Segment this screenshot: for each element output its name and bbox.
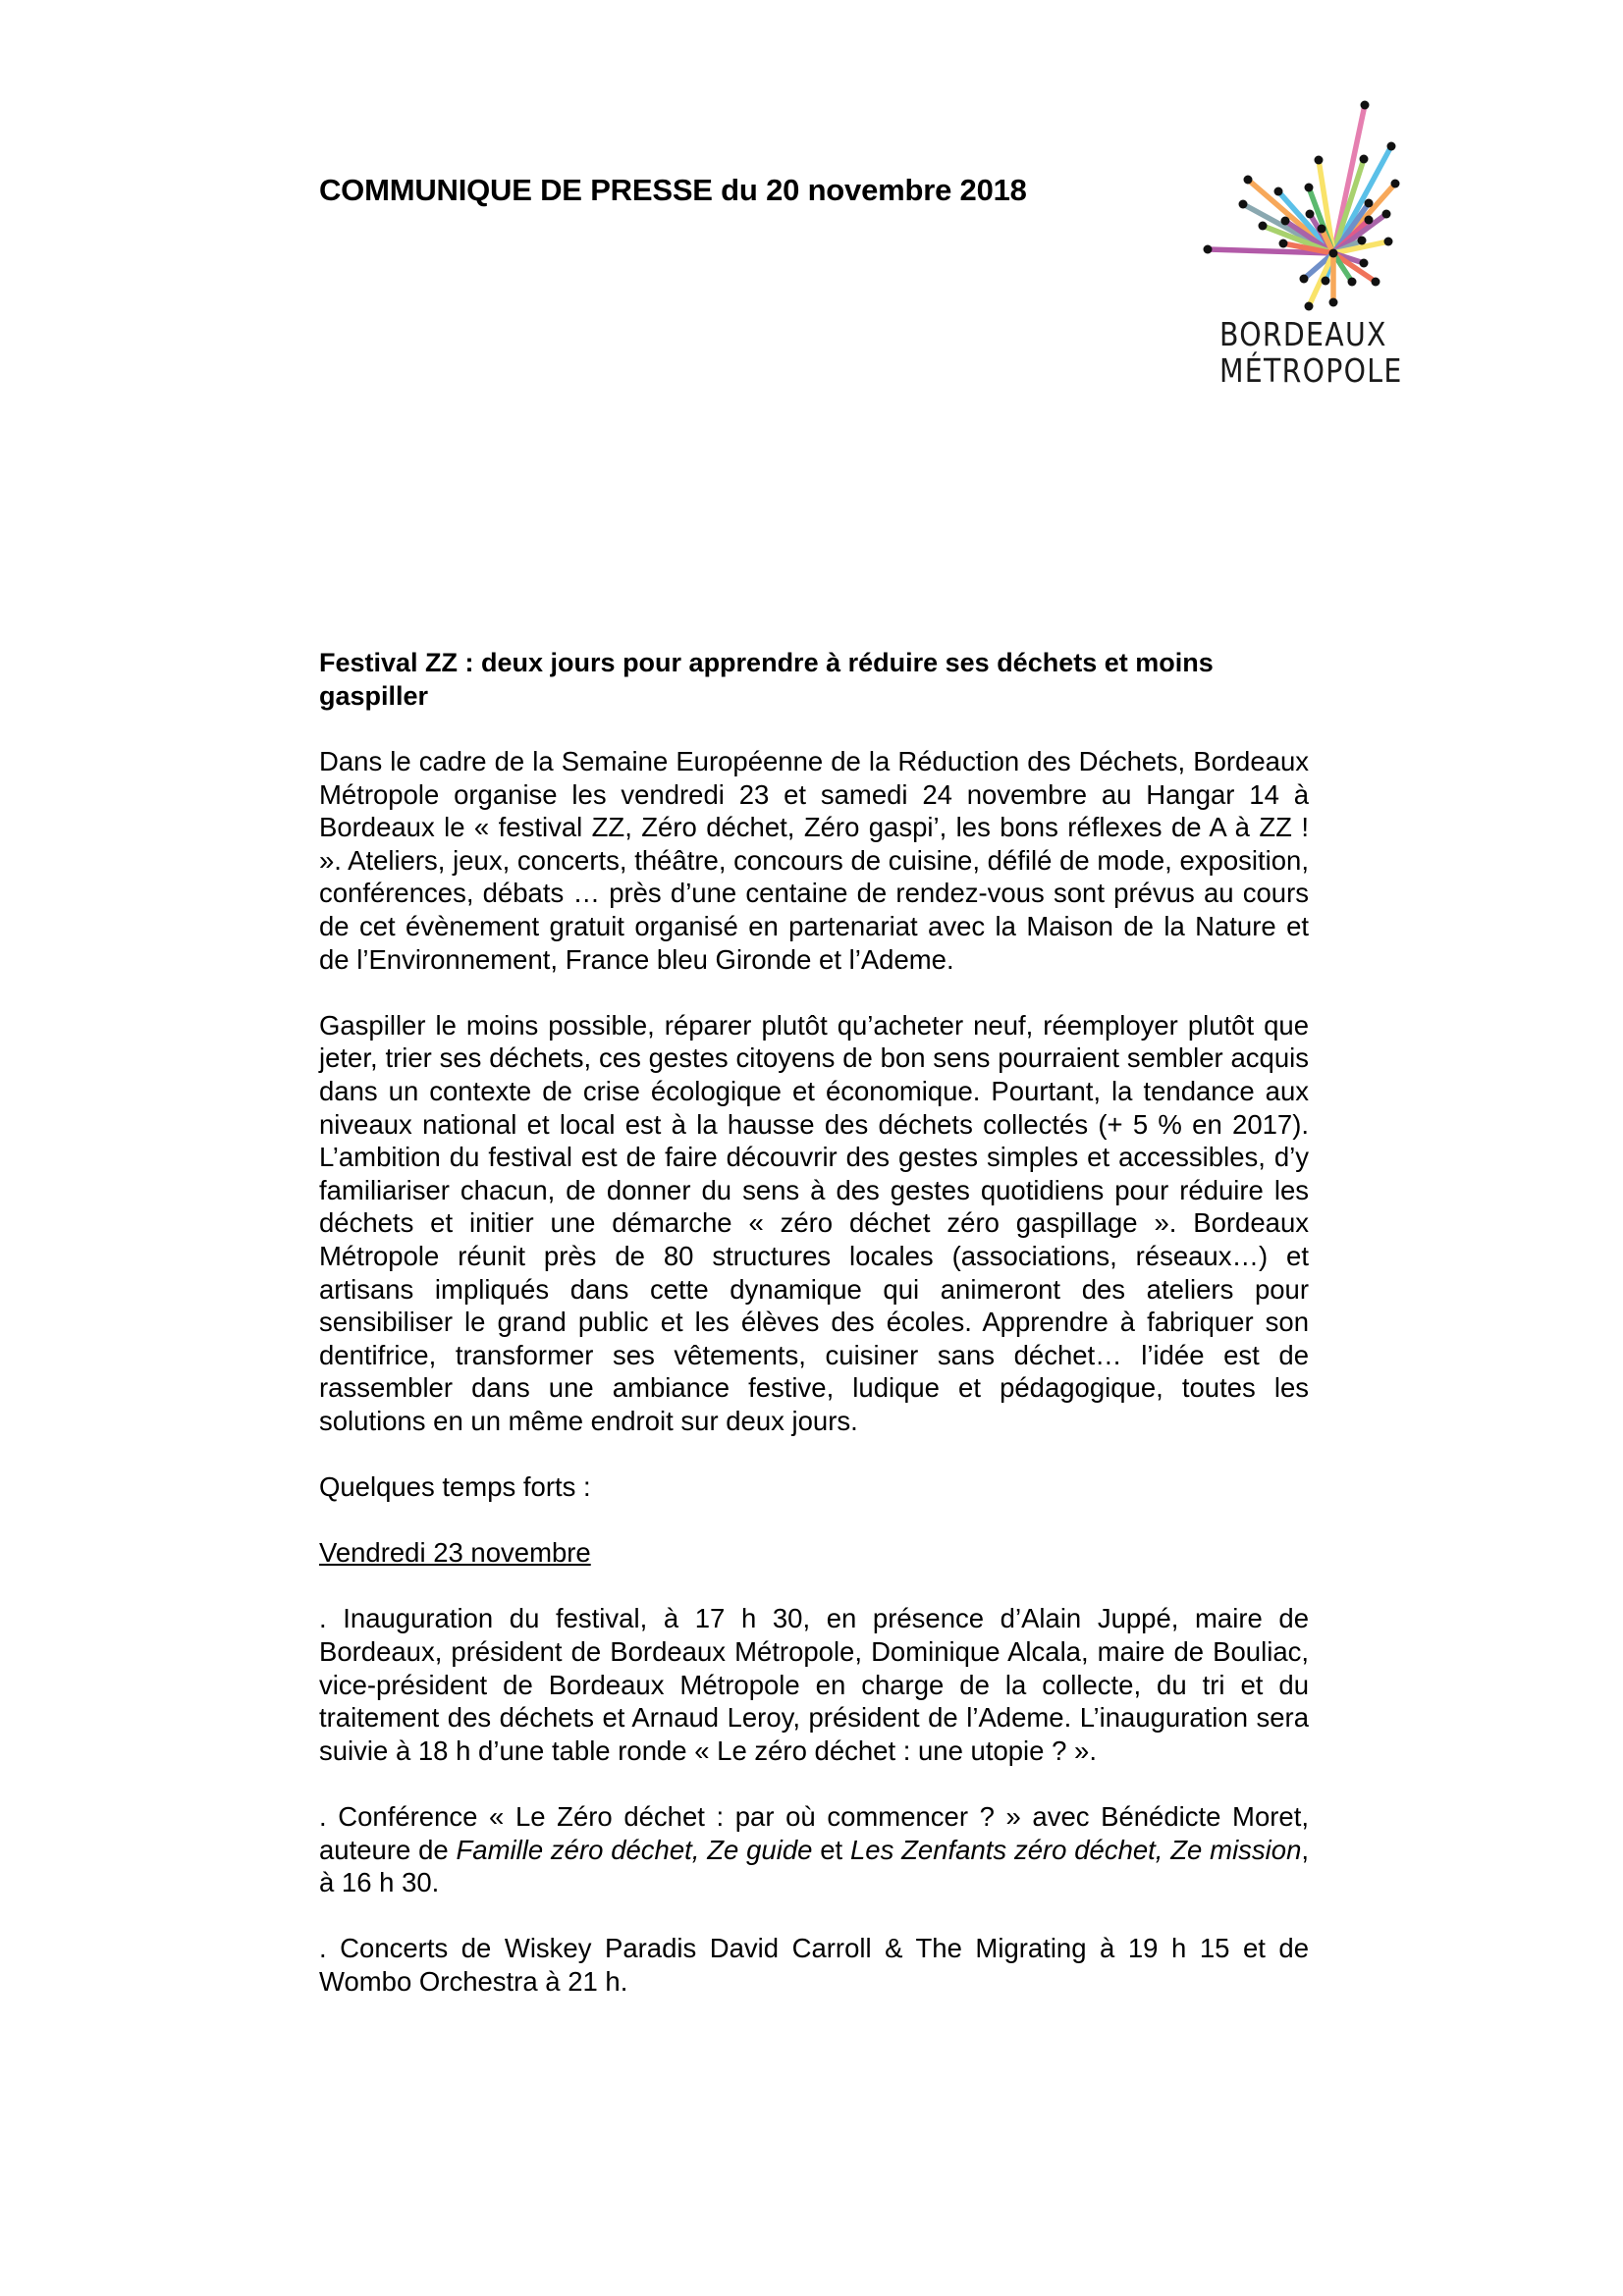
conference-suffix: , à 16 h 30. (319, 1834, 1310, 1898)
conference-between: et (812, 1834, 850, 1865)
book-title-famille: Famille zéro déchet, Ze guide (456, 1834, 813, 1865)
starburst-logo-icon (1188, 88, 1443, 324)
bordeaux-metropole-logo (1188, 88, 1443, 402)
logo-line-2: MÉTROPOLE (1219, 351, 1403, 390)
logo-line-1: BORDEAUX (1219, 315, 1387, 353)
intro-paragraph: Dans le cadre de la Semaine Européenne de la Réduction des Déchets, Bordeaux Métropole organise les vendredi 23 et samedi 24 novembre au Hangar 14 à Bordeaux le « festival ZZ, Zéro déchet, Zéro gaspi’, les bons réflexes de A à ZZ ! ». Ateliers, jeux, concerts, théâtre, concours de cuisine, défilé de mode, exposition, conférences, débats … près d’une centaine de rendez-vous sont prévus au cours de cet évènement gratuit organisé en partenariat avec la Maison de la Nature et de l’Environnement, France bleu Gironde et l’Ademe. (319, 746, 1309, 975)
event-conference (319, 1800, 1309, 1899)
press-release-body (319, 646, 1309, 2031)
event-concerts: . Concerts de Wiskey Paradis David Carroll & The Migrating à 19 h 15 et de Wombo Orchestra à 21 h. (319, 1933, 1309, 1997)
event-inauguration: . Inauguration du festival, à 17 h 30, en présence d’Alain Juppé, maire de Bordeaux, président de Bordeaux Métropole, Dominique Alcala, maire de Bouliac, vice-président de Bordeaux Métropole en charge de la collecte, du tri et du traitement des déchets et Arnaud Leroy, président de l’Ademe. L’inauguration sera suivie à 18 h d’une table ronde « Le zéro déchet : une utopie ? ». (319, 1603, 1309, 1766)
logo-wordmark (1219, 316, 1433, 389)
day-heading: Vendredi 23 novembre (319, 1537, 591, 1569)
article-headline: Festival ZZ : deux jours pour apprendre à réduire ses déchets et moins gaspiller (319, 648, 1214, 711)
highlights-intro: Quelques temps forts : (319, 1471, 591, 1503)
context-paragraph: Gaspiller le moins possible, réparer plutôt qu’acheter neuf, réemployer plutôt que jeter, trier ses déchets, ces gestes citoyens de bon sens pourraient sembler acquis dans un contexte de crise écologique et économique. Pourtant, la tendance aux niveaux national et local est à la hausse des déchets collectés (+ 5 % en 2017). L’ambition du festival est de faire découvrir des gestes simples et accessibles, d’y familiariser chacun, de donner du sens à des gestes quotidiens pour réduire les déchets et initier une démarche « zéro déchet zéro gaspillage ». Bordeaux Métropole réunit près de 80 structures locales (associations, réseaux…) et artisans impliqués dans cette dynamique qui animeront des ateliers pour sensibiliser le grand public et les élèves des écoles. Apprendre à fabriquer son dentifrice, transformer ses vêtements, cuisiner sans déchet… l’idée est de rassembler dans une ambiance festive, ludique et pédagogique, toutes les solutions en un même endroit sur deux jours. (319, 1009, 1309, 1436)
book-title-zenfants: Les Zenfants zéro déchet, Ze mission (849, 1834, 1302, 1865)
conference-prefix: . Conférence « Le Zéro déchet : par où commencer ? » avec Bénédicte Moret, auteure de (319, 1801, 1309, 1865)
page-title: COMMUNIQUE DE PRESSE du 20 novembre 2018 (319, 173, 1027, 207)
